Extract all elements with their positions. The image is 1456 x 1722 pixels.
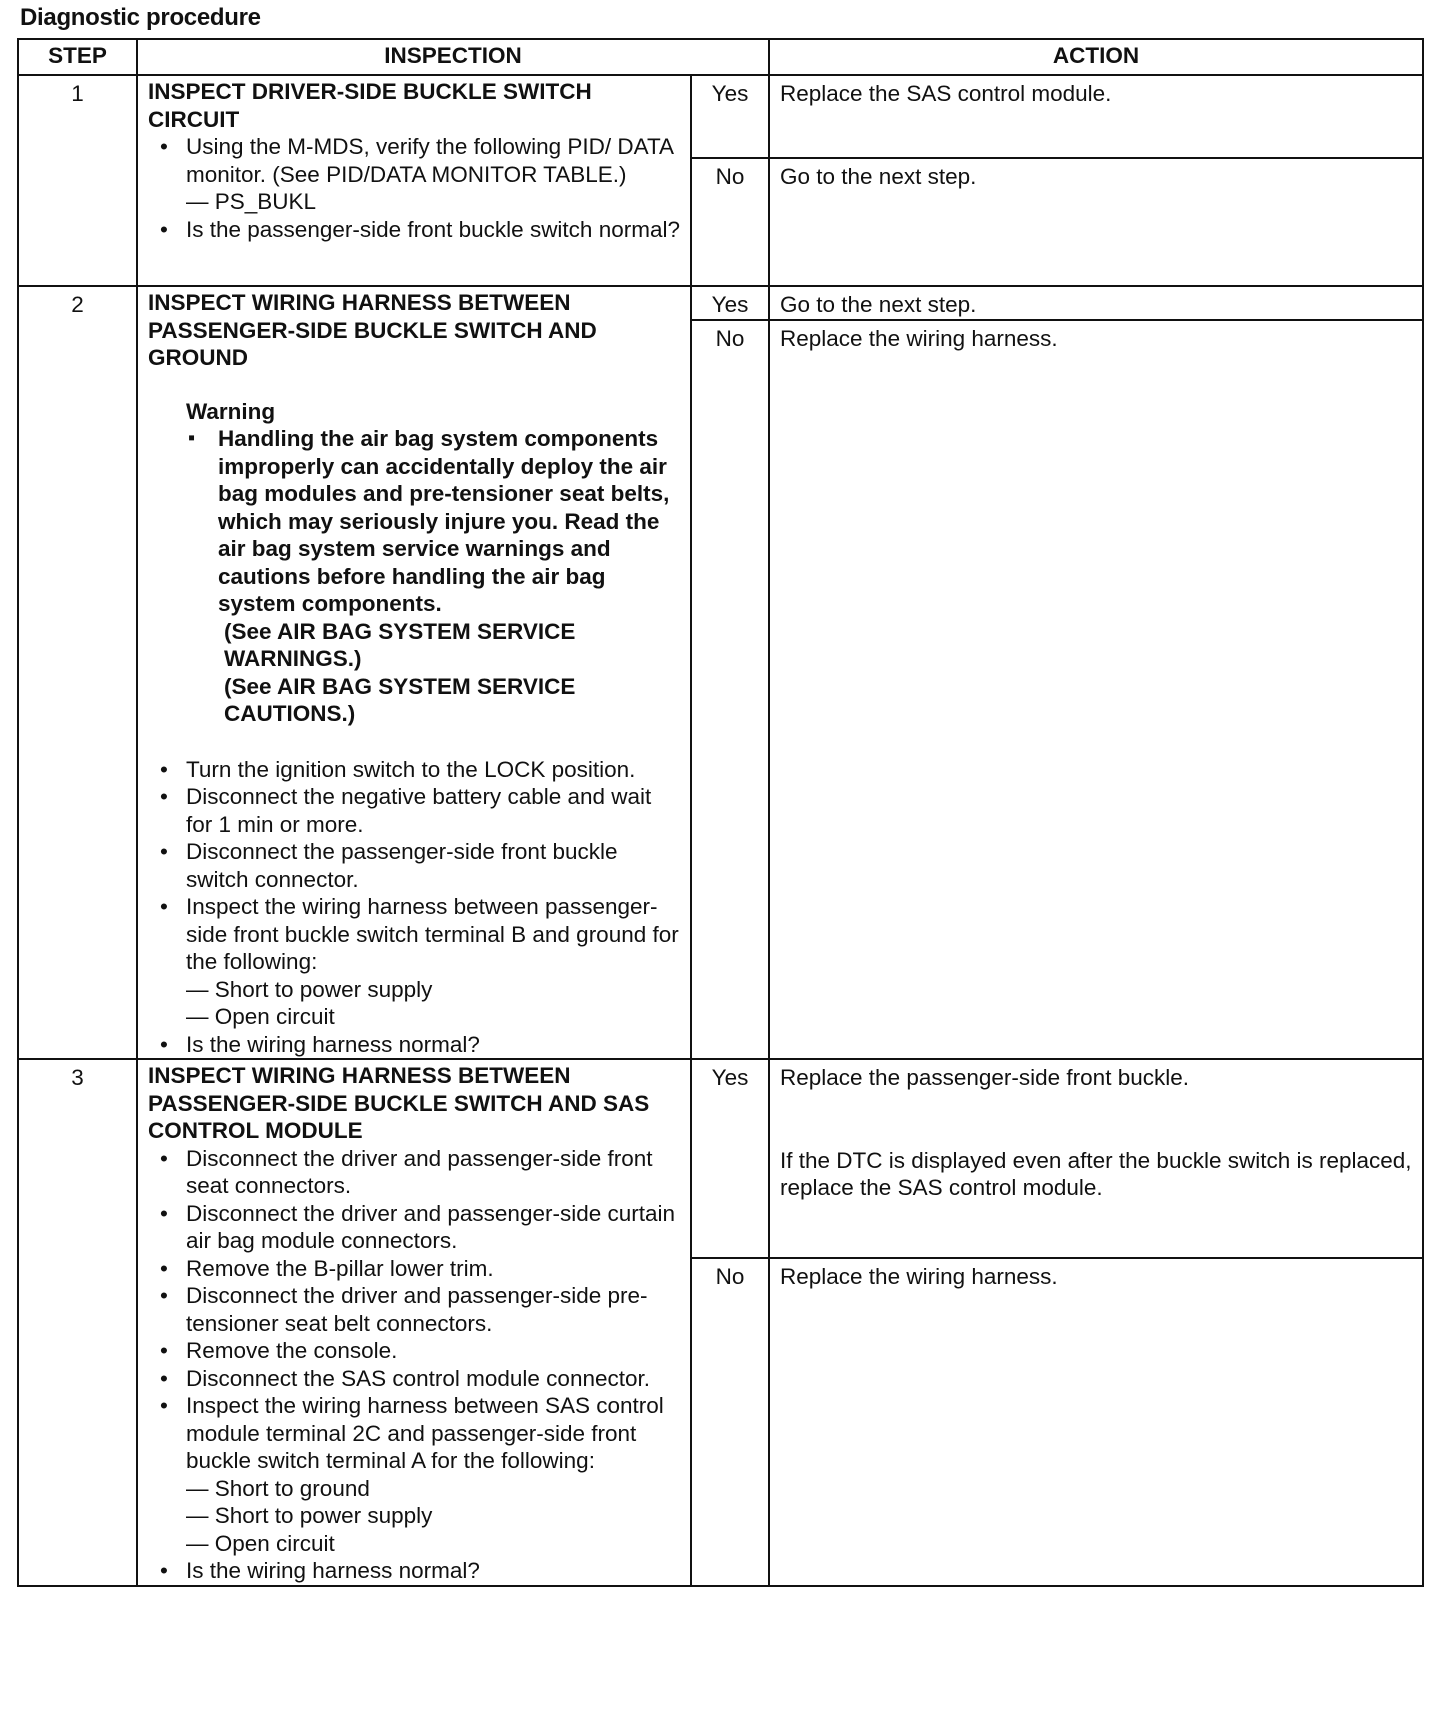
sub-item: — Open circuit [186, 1004, 335, 1029]
step-number: 3 [18, 1059, 137, 1586]
table-header-row [18, 39, 1423, 75]
step-bullets [148, 1145, 680, 1585]
list-item: • Remove the B-pillar lower trim. [148, 1255, 680, 1283]
step-bullets [148, 756, 680, 1059]
list-item [148, 893, 680, 1031]
sub-item: — Short to ground [186, 1475, 370, 1501]
no-label: No [691, 1258, 769, 1586]
list-item: • Turn the ignition switch to the LOCK position. [148, 756, 680, 784]
step-heading-line: CIRCUIT [148, 106, 240, 132]
action-text: Replace the passenger-side front buckle. [780, 1065, 1189, 1090]
warning-block [186, 398, 680, 728]
list-item: • Remove the console. [148, 1337, 680, 1365]
bullet-text: Inspect the wiring harness between SAS control module terminal 2C and passenger-side front buckle switch terminal A for the following: [186, 1393, 664, 1473]
header-inspection: INSPECTION [137, 39, 769, 75]
step-1-yes-row [18, 75, 1423, 158]
step-3-inspection [137, 1059, 691, 1586]
diagnostic-procedure-table [17, 38, 1424, 1587]
step-bullets [148, 133, 680, 243]
sub-item: — Short to power supply [186, 976, 433, 1002]
list-item: • Disconnect the SAS control module connector. [148, 1365, 680, 1393]
sub-item: — PS_BUKL [186, 189, 317, 214]
step-2-yes-row [18, 286, 1423, 320]
yes-action: Replace the SAS control module. [769, 75, 1423, 158]
list-item: • Is the wiring harness normal? [148, 1557, 680, 1585]
step-number: 1 [18, 75, 137, 286]
step-number: 2 [18, 286, 137, 1059]
step-3-yes-row [18, 1059, 1423, 1258]
list-item: • Disconnect the driver and passenger-side pre-tensioner seat belt connectors. [148, 1282, 680, 1337]
action-text: If the DTC is displayed even after the buckle switch is replaced, replace the SAS control module. [780, 1147, 1412, 1200]
no-label: No [691, 320, 769, 1060]
page-title: Diagnostic procedure [20, 4, 261, 31]
warning-reference: (See AIR BAG SYSTEM SERVICE CAUTIONS.) [224, 673, 576, 726]
no-action: Go to the next step. [769, 158, 1423, 286]
list-item: • Disconnect the passenger-side front buckle switch connector. [148, 838, 680, 893]
warning-reference: (See AIR BAG SYSTEM SERVICE WARNINGS.) [224, 618, 576, 671]
warning-label: Warning [186, 398, 276, 424]
header-step: STEP [18, 39, 137, 75]
step-heading: INSPECT WIRING HARNESS BETWEEN PASSENGER-SIDE BUCKLE SWITCH AND SAS CONTROL MODULE [148, 1063, 650, 1143]
step-2-inspection [137, 286, 691, 1059]
header-action: ACTION [769, 39, 1423, 75]
warning-item [186, 425, 680, 728]
step-heading: INSPECT WIRING HARNESS BETWEEN PASSENGER-SIDE BUCKLE SWITCH AND GROUND [148, 290, 597, 370]
step-heading [148, 78, 680, 133]
no-action: Replace the wiring harness. [769, 1258, 1423, 1586]
sub-item: — Short to power supply [186, 1503, 433, 1528]
step-heading-line: INSPECT DRIVER-SIDE BUCKLE SWITCH [148, 79, 592, 104]
list-item [148, 133, 680, 216]
yes-action: Go to the next step. [769, 286, 1423, 320]
list-item: • Disconnect the driver and passenger-side curtain air bag module connectors. [148, 1200, 680, 1255]
yes-action [769, 1059, 1423, 1258]
warning-list [186, 425, 680, 728]
yes-label: Yes [691, 75, 769, 158]
list-item: • Is the passenger-side front buckle switch normal? [148, 216, 680, 244]
yes-label: Yes [691, 1059, 769, 1258]
list-item: • Disconnect the driver and passenger-side front seat connectors. [148, 1145, 680, 1200]
bullet-text: Using the M-MDS, verify the following PID/ DATA monitor. (See PID/DATA MONITOR TABLE.) [186, 134, 673, 187]
list-item: • Is the wiring harness normal? [148, 1031, 680, 1059]
sub-item: — Open circuit [186, 1530, 335, 1556]
no-label: No [691, 158, 769, 286]
warning-text: Handling the air bag system components improperly can accidentally deploy the air bag modules and pre-tensioner seat belts, which may seriously injure you. Read the air bag system service warnings and cautions before handling the air bag system components. [218, 426, 670, 616]
list-item: • Disconnect the negative battery cable and wait for 1 min or more. [148, 783, 680, 838]
bullet-text: Inspect the wiring harness between passenger-side front buckle switch terminal B and ground for the following: [186, 894, 679, 974]
list-item [148, 1392, 680, 1557]
no-action: Replace the wiring harness. [769, 320, 1423, 1060]
yes-label: Yes [691, 286, 769, 320]
step-1-inspection [137, 75, 691, 286]
